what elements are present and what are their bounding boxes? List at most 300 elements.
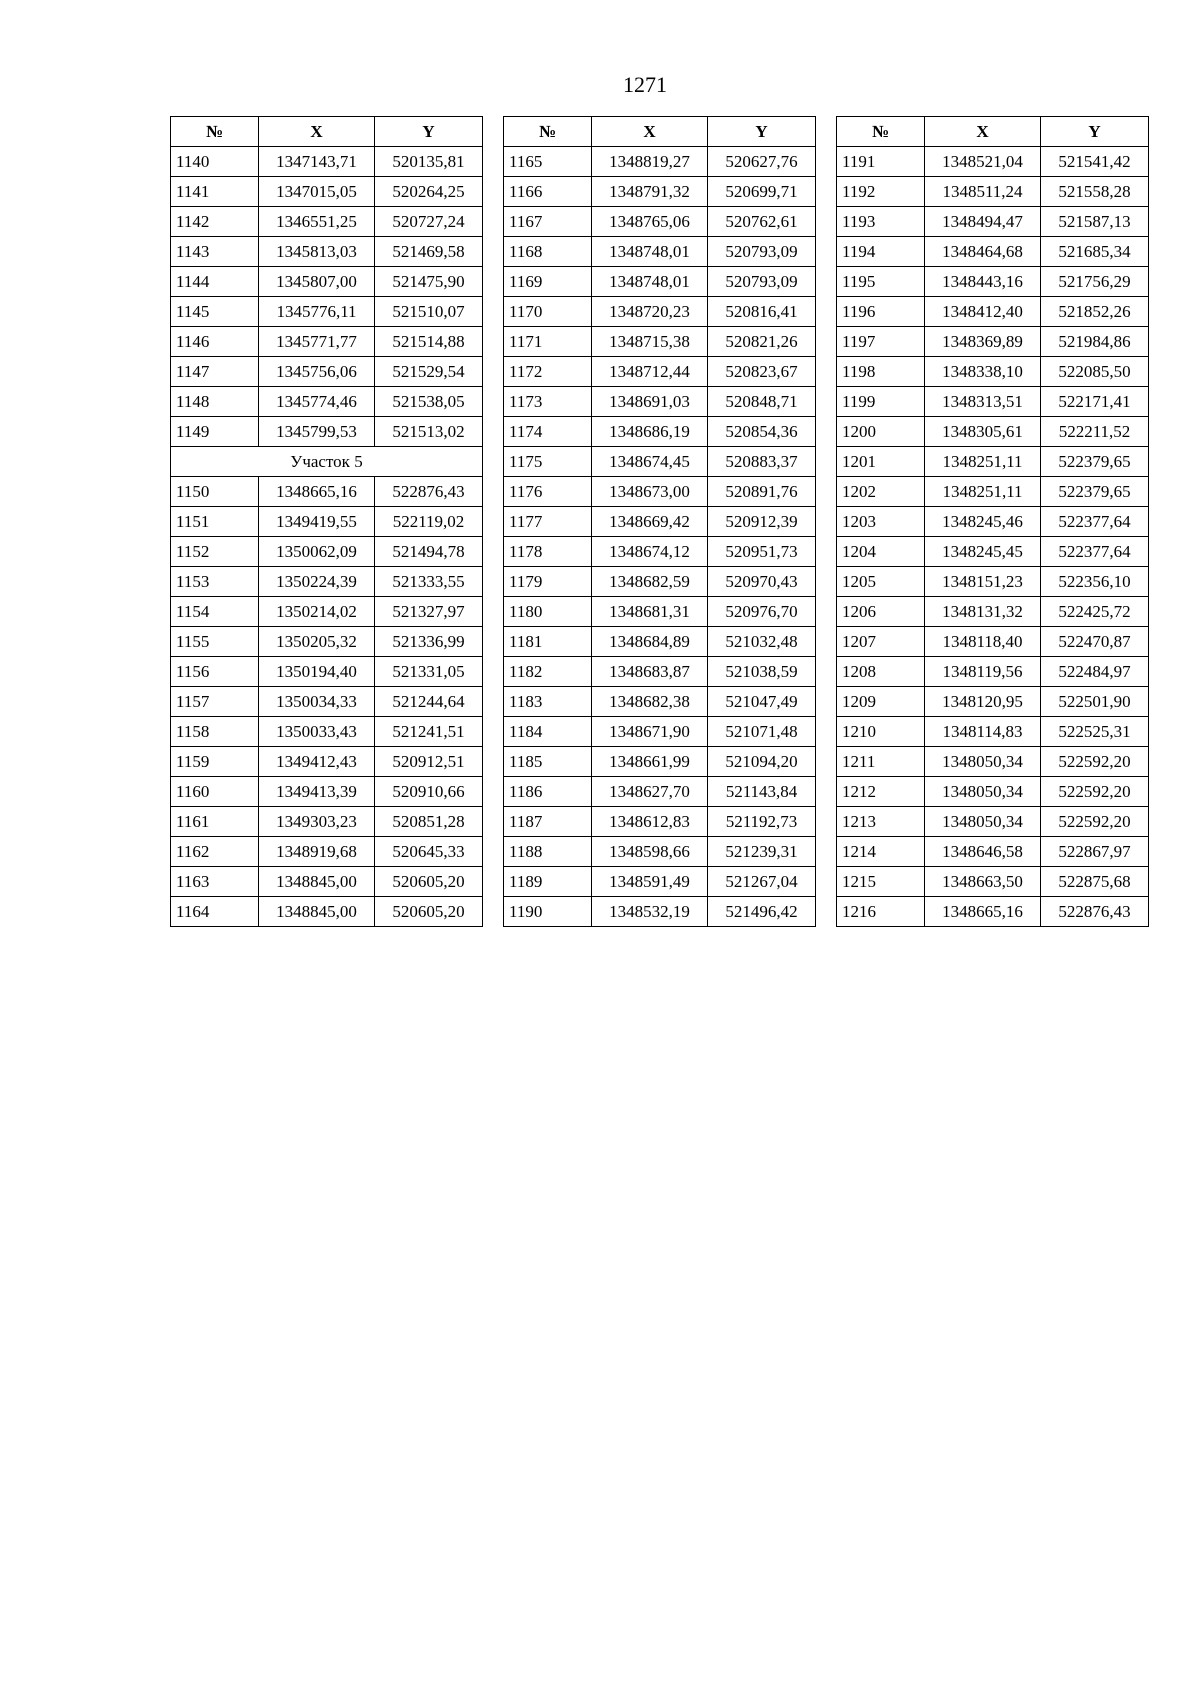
column-header-number: № — [504, 117, 592, 147]
x-coordinate-cell: 1348251,11 — [925, 447, 1041, 477]
x-coordinate-cell: 1348819,27 — [592, 147, 708, 177]
x-coordinate-cell: 1348313,51 — [925, 387, 1041, 417]
point-number-cell: 1170 — [504, 297, 592, 327]
point-number-cell: 1167 — [504, 207, 592, 237]
table-row — [171, 297, 483, 327]
x-coordinate-cell: 1345771,77 — [259, 327, 375, 357]
x-coordinate-cell: 1348845,00 — [259, 897, 375, 927]
point-number-cell: 1163 — [171, 867, 259, 897]
table-row — [171, 267, 483, 297]
point-number-cell: 1145 — [171, 297, 259, 327]
y-coordinate-cell: 520645,33 — [375, 837, 483, 867]
table-row — [837, 507, 1149, 537]
y-coordinate-cell: 521469,58 — [375, 237, 483, 267]
point-number-cell: 1160 — [171, 777, 259, 807]
point-number-cell: 1198 — [837, 357, 925, 387]
table-row — [837, 777, 1149, 807]
x-coordinate-cell: 1348919,68 — [259, 837, 375, 867]
x-coordinate-cell: 1348686,19 — [592, 417, 708, 447]
coordinates-table-2 — [503, 116, 816, 927]
y-coordinate-cell: 520851,28 — [375, 807, 483, 837]
point-number-cell: 1206 — [837, 597, 925, 627]
table-row — [171, 717, 483, 747]
table-row — [504, 837, 816, 867]
table-row — [504, 657, 816, 687]
y-coordinate-cell: 521852,26 — [1041, 297, 1149, 327]
x-coordinate-cell: 1348682,38 — [592, 687, 708, 717]
x-coordinate-cell: 1348674,45 — [592, 447, 708, 477]
point-number-cell: 1193 — [837, 207, 925, 237]
table-row — [171, 837, 483, 867]
x-coordinate-cell: 1350205,32 — [259, 627, 375, 657]
point-number-cell: 1184 — [504, 717, 592, 747]
point-number-cell: 1209 — [837, 687, 925, 717]
x-coordinate-cell: 1348118,40 — [925, 627, 1041, 657]
x-coordinate-cell: 1348748,01 — [592, 237, 708, 267]
table-row — [504, 687, 816, 717]
y-coordinate-cell: 521239,31 — [708, 837, 816, 867]
point-number-cell: 1162 — [171, 837, 259, 867]
x-coordinate-cell: 1350224,39 — [259, 567, 375, 597]
y-coordinate-cell: 522592,20 — [1041, 747, 1149, 777]
y-coordinate-cell: 521496,42 — [708, 897, 816, 927]
table-row — [837, 207, 1149, 237]
table-row — [171, 807, 483, 837]
table-row — [837, 327, 1149, 357]
point-number-cell: 1142 — [171, 207, 259, 237]
table-row — [171, 327, 483, 357]
x-coordinate-cell: 1348791,32 — [592, 177, 708, 207]
point-number-cell: 1151 — [171, 507, 259, 537]
table-row — [837, 567, 1149, 597]
y-coordinate-cell: 521094,20 — [708, 747, 816, 777]
table-row — [837, 477, 1149, 507]
point-number-cell: 1196 — [837, 297, 925, 327]
column-header-y: Y — [375, 117, 483, 147]
section-label: Участок 5 — [171, 447, 483, 477]
table-row — [171, 177, 483, 207]
table-row — [837, 627, 1149, 657]
point-number-cell: 1189 — [504, 867, 592, 897]
point-number-cell: 1165 — [504, 147, 592, 177]
x-coordinate-cell: 1348532,19 — [592, 897, 708, 927]
x-coordinate-cell: 1345776,11 — [259, 297, 375, 327]
x-coordinate-cell: 1348443,16 — [925, 267, 1041, 297]
point-number-cell: 1143 — [171, 237, 259, 267]
x-coordinate-cell: 1348305,61 — [925, 417, 1041, 447]
y-coordinate-cell: 521513,02 — [375, 417, 483, 447]
table-row — [837, 357, 1149, 387]
y-coordinate-cell: 520793,09 — [708, 267, 816, 297]
y-coordinate-cell: 520951,73 — [708, 537, 816, 567]
table-row — [837, 717, 1149, 747]
x-coordinate-cell: 1348682,59 — [592, 567, 708, 597]
point-number-cell: 1212 — [837, 777, 925, 807]
point-number-cell: 1176 — [504, 477, 592, 507]
point-number-cell: 1210 — [837, 717, 925, 747]
x-coordinate-cell: 1348674,12 — [592, 537, 708, 567]
x-coordinate-cell: 1348673,00 — [592, 477, 708, 507]
y-coordinate-cell: 522501,90 — [1041, 687, 1149, 717]
y-coordinate-cell: 521514,88 — [375, 327, 483, 357]
x-coordinate-cell: 1348151,23 — [925, 567, 1041, 597]
point-number-cell: 1178 — [504, 537, 592, 567]
x-coordinate-cell: 1348765,06 — [592, 207, 708, 237]
point-number-cell: 1214 — [837, 837, 925, 867]
table-row — [171, 747, 483, 777]
point-number-cell: 1199 — [837, 387, 925, 417]
y-coordinate-cell: 520762,61 — [708, 207, 816, 237]
point-number-cell: 1213 — [837, 807, 925, 837]
point-number-cell: 1147 — [171, 357, 259, 387]
x-coordinate-cell: 1348245,46 — [925, 507, 1041, 537]
table-row — [504, 567, 816, 597]
point-number-cell: 1191 — [837, 147, 925, 177]
x-coordinate-cell: 1348338,10 — [925, 357, 1041, 387]
y-coordinate-cell: 520912,51 — [375, 747, 483, 777]
x-coordinate-cell: 1348612,83 — [592, 807, 708, 837]
column-header-x: X — [925, 117, 1041, 147]
table-row — [504, 777, 816, 807]
y-coordinate-cell: 521241,51 — [375, 717, 483, 747]
point-number-cell: 1171 — [504, 327, 592, 357]
point-number-cell: 1205 — [837, 567, 925, 597]
y-coordinate-cell: 521244,64 — [375, 687, 483, 717]
y-coordinate-cell: 522085,50 — [1041, 357, 1149, 387]
y-coordinate-cell: 522484,97 — [1041, 657, 1149, 687]
table-header-row — [837, 117, 1149, 147]
x-coordinate-cell: 1349419,55 — [259, 507, 375, 537]
y-coordinate-cell: 520699,71 — [708, 177, 816, 207]
x-coordinate-cell: 1348511,24 — [925, 177, 1041, 207]
x-coordinate-cell: 1345799,53 — [259, 417, 375, 447]
table-row — [837, 657, 1149, 687]
column-header-x: X — [592, 117, 708, 147]
point-number-cell: 1169 — [504, 267, 592, 297]
point-number-cell: 1180 — [504, 597, 592, 627]
table-row — [837, 297, 1149, 327]
table-row — [171, 417, 483, 447]
table-row — [171, 897, 483, 927]
table-row — [171, 567, 483, 597]
table-row — [504, 747, 816, 777]
table-row — [837, 387, 1149, 417]
y-coordinate-cell: 520264,25 — [375, 177, 483, 207]
table-row — [837, 177, 1149, 207]
point-number-cell: 1174 — [504, 417, 592, 447]
table-row — [837, 237, 1149, 267]
y-coordinate-cell: 522525,31 — [1041, 717, 1149, 747]
table-row — [504, 477, 816, 507]
table-row — [504, 177, 816, 207]
point-number-cell: 1215 — [837, 867, 925, 897]
point-number-cell: 1194 — [837, 237, 925, 267]
x-coordinate-cell: 1348627,70 — [592, 777, 708, 807]
x-coordinate-cell: 1348598,66 — [592, 837, 708, 867]
table-row — [171, 657, 483, 687]
x-coordinate-cell: 1348715,38 — [592, 327, 708, 357]
y-coordinate-cell: 522377,64 — [1041, 507, 1149, 537]
y-coordinate-cell: 520910,66 — [375, 777, 483, 807]
y-coordinate-cell: 520891,76 — [708, 477, 816, 507]
coordinates-table-1 — [170, 116, 483, 927]
point-number-cell: 1187 — [504, 807, 592, 837]
table-row — [171, 147, 483, 177]
table-row — [171, 357, 483, 387]
table-row — [837, 897, 1149, 927]
x-coordinate-cell: 1350194,40 — [259, 657, 375, 687]
y-coordinate-cell: 521587,13 — [1041, 207, 1149, 237]
x-coordinate-cell: 1348591,49 — [592, 867, 708, 897]
y-coordinate-cell: 520135,81 — [375, 147, 483, 177]
y-coordinate-cell: 522377,64 — [1041, 537, 1149, 567]
y-coordinate-cell: 521538,05 — [375, 387, 483, 417]
x-coordinate-cell: 1348521,04 — [925, 147, 1041, 177]
table-row — [504, 807, 816, 837]
point-number-cell: 1149 — [171, 417, 259, 447]
point-number-cell: 1172 — [504, 357, 592, 387]
point-number-cell: 1153 — [171, 567, 259, 597]
x-coordinate-cell: 1348464,68 — [925, 237, 1041, 267]
point-number-cell: 1173 — [504, 387, 592, 417]
x-coordinate-cell: 1348671,90 — [592, 717, 708, 747]
y-coordinate-cell: 520854,36 — [708, 417, 816, 447]
x-coordinate-cell: 1348748,01 — [592, 267, 708, 297]
point-number-cell: 1179 — [504, 567, 592, 597]
y-coordinate-cell: 521333,55 — [375, 567, 483, 597]
table-row — [171, 687, 483, 717]
table-row — [837, 267, 1149, 297]
y-coordinate-cell: 521558,28 — [1041, 177, 1149, 207]
y-coordinate-cell: 520848,71 — [708, 387, 816, 417]
table-row — [837, 687, 1149, 717]
x-coordinate-cell: 1348720,23 — [592, 297, 708, 327]
point-number-cell: 1203 — [837, 507, 925, 537]
x-coordinate-cell: 1348245,45 — [925, 537, 1041, 567]
x-coordinate-cell: 1348845,00 — [259, 867, 375, 897]
point-number-cell: 1216 — [837, 897, 925, 927]
table-row — [837, 537, 1149, 567]
point-number-cell: 1200 — [837, 417, 925, 447]
table-header-row — [171, 117, 483, 147]
y-coordinate-cell: 521475,90 — [375, 267, 483, 297]
table-row — [837, 867, 1149, 897]
point-number-cell: 1148 — [171, 387, 259, 417]
table-row — [504, 327, 816, 357]
y-coordinate-cell: 521336,99 — [375, 627, 483, 657]
point-number-cell: 1154 — [171, 597, 259, 627]
x-coordinate-cell: 1345756,06 — [259, 357, 375, 387]
point-number-cell: 1164 — [171, 897, 259, 927]
x-coordinate-cell: 1348646,58 — [925, 837, 1041, 867]
y-coordinate-cell: 521038,59 — [708, 657, 816, 687]
y-coordinate-cell: 520793,09 — [708, 237, 816, 267]
y-coordinate-cell: 522867,97 — [1041, 837, 1149, 867]
x-coordinate-cell: 1349413,39 — [259, 777, 375, 807]
y-coordinate-cell: 522356,10 — [1041, 567, 1149, 597]
table-row — [504, 597, 816, 627]
point-number-cell: 1141 — [171, 177, 259, 207]
x-coordinate-cell: 1348050,34 — [925, 777, 1041, 807]
point-number-cell: 1158 — [171, 717, 259, 747]
point-number-cell: 1201 — [837, 447, 925, 477]
table-row — [504, 447, 816, 477]
x-coordinate-cell: 1348412,40 — [925, 297, 1041, 327]
table-row — [837, 597, 1149, 627]
x-coordinate-cell: 1348665,16 — [259, 477, 375, 507]
table-row — [171, 627, 483, 657]
y-coordinate-cell: 521192,73 — [708, 807, 816, 837]
point-number-cell: 1190 — [504, 897, 592, 927]
x-coordinate-cell: 1348131,32 — [925, 597, 1041, 627]
x-coordinate-cell: 1348119,56 — [925, 657, 1041, 687]
y-coordinate-cell: 520912,39 — [708, 507, 816, 537]
table-row — [504, 507, 816, 537]
point-number-cell: 1182 — [504, 657, 592, 687]
table-row — [837, 837, 1149, 867]
table-row — [171, 867, 483, 897]
point-number-cell: 1211 — [837, 747, 925, 777]
y-coordinate-cell: 520970,43 — [708, 567, 816, 597]
y-coordinate-cell: 520883,37 — [708, 447, 816, 477]
x-coordinate-cell: 1348661,99 — [592, 747, 708, 777]
table-row — [171, 507, 483, 537]
x-coordinate-cell: 1348663,50 — [925, 867, 1041, 897]
x-coordinate-cell: 1348665,16 — [925, 897, 1041, 927]
y-coordinate-cell: 520627,76 — [708, 147, 816, 177]
x-coordinate-cell: 1348683,87 — [592, 657, 708, 687]
y-coordinate-cell: 521032,48 — [708, 627, 816, 657]
table-row — [504, 207, 816, 237]
table-row — [171, 387, 483, 417]
x-coordinate-cell: 1348681,31 — [592, 597, 708, 627]
y-coordinate-cell: 522425,72 — [1041, 597, 1149, 627]
point-number-cell: 1183 — [504, 687, 592, 717]
x-coordinate-cell: 1349412,43 — [259, 747, 375, 777]
column-header-x: X — [259, 117, 375, 147]
point-number-cell: 1155 — [171, 627, 259, 657]
table-row — [504, 867, 816, 897]
page-number: 1271 — [623, 72, 667, 97]
table-row — [171, 477, 483, 507]
table-row — [171, 597, 483, 627]
x-coordinate-cell: 1348120,95 — [925, 687, 1041, 717]
table-row — [504, 417, 816, 447]
y-coordinate-cell: 521984,86 — [1041, 327, 1149, 357]
x-coordinate-cell: 1348114,83 — [925, 717, 1041, 747]
point-number-cell: 1146 — [171, 327, 259, 357]
point-number-cell: 1185 — [504, 747, 592, 777]
point-number-cell: 1161 — [171, 807, 259, 837]
table-row — [171, 537, 483, 567]
point-number-cell: 1159 — [171, 747, 259, 777]
y-coordinate-cell: 522379,65 — [1041, 447, 1149, 477]
x-coordinate-cell: 1350214,02 — [259, 597, 375, 627]
column-header-y: Y — [1041, 117, 1149, 147]
table-row — [837, 447, 1149, 477]
section-row — [171, 447, 483, 477]
y-coordinate-cell: 521071,48 — [708, 717, 816, 747]
y-coordinate-cell: 520816,41 — [708, 297, 816, 327]
point-number-cell: 1208 — [837, 657, 925, 687]
point-number-cell: 1140 — [171, 147, 259, 177]
point-number-cell: 1197 — [837, 327, 925, 357]
table-row — [171, 237, 483, 267]
table-row — [504, 357, 816, 387]
y-coordinate-cell: 522592,20 — [1041, 807, 1149, 837]
x-coordinate-cell: 1350034,33 — [259, 687, 375, 717]
x-coordinate-cell: 1347015,05 — [259, 177, 375, 207]
y-coordinate-cell: 522119,02 — [375, 507, 483, 537]
table-row — [837, 147, 1149, 177]
x-coordinate-cell: 1345807,00 — [259, 267, 375, 297]
y-coordinate-cell: 520823,67 — [708, 357, 816, 387]
x-coordinate-cell: 1346551,25 — [259, 207, 375, 237]
x-coordinate-cell: 1345774,46 — [259, 387, 375, 417]
x-coordinate-cell: 1348669,42 — [592, 507, 708, 537]
y-coordinate-cell: 521267,04 — [708, 867, 816, 897]
table-row — [504, 297, 816, 327]
x-coordinate-cell: 1347143,71 — [259, 147, 375, 177]
point-number-cell: 1181 — [504, 627, 592, 657]
point-number-cell: 1202 — [837, 477, 925, 507]
table-row — [837, 807, 1149, 837]
point-number-cell: 1168 — [504, 237, 592, 267]
x-coordinate-cell: 1348684,89 — [592, 627, 708, 657]
point-number-cell: 1207 — [837, 627, 925, 657]
y-coordinate-cell: 521327,97 — [375, 597, 483, 627]
point-number-cell: 1195 — [837, 267, 925, 297]
column-header-number: № — [171, 117, 259, 147]
table-row — [837, 417, 1149, 447]
point-number-cell: 1177 — [504, 507, 592, 537]
point-number-cell: 1188 — [504, 837, 592, 867]
y-coordinate-cell: 521494,78 — [375, 537, 483, 567]
point-number-cell: 1175 — [504, 447, 592, 477]
point-number-cell: 1204 — [837, 537, 925, 567]
y-coordinate-cell: 520976,70 — [708, 597, 816, 627]
x-coordinate-cell: 1348251,11 — [925, 477, 1041, 507]
table-row — [171, 777, 483, 807]
point-number-cell: 1156 — [171, 657, 259, 687]
y-coordinate-cell: 521756,29 — [1041, 267, 1149, 297]
x-coordinate-cell: 1348050,34 — [925, 747, 1041, 777]
y-coordinate-cell: 521685,34 — [1041, 237, 1149, 267]
x-coordinate-cell: 1348369,89 — [925, 327, 1041, 357]
y-coordinate-cell: 521047,49 — [708, 687, 816, 717]
x-coordinate-cell: 1349303,23 — [259, 807, 375, 837]
y-coordinate-cell: 521510,07 — [375, 297, 483, 327]
x-coordinate-cell: 1348691,03 — [592, 387, 708, 417]
y-coordinate-cell: 521331,05 — [375, 657, 483, 687]
y-coordinate-cell: 520605,20 — [375, 897, 483, 927]
table-row — [504, 627, 816, 657]
point-number-cell: 1150 — [171, 477, 259, 507]
y-coordinate-cell: 520727,24 — [375, 207, 483, 237]
y-coordinate-cell: 522875,68 — [1041, 867, 1149, 897]
table-row — [504, 237, 816, 267]
y-coordinate-cell: 521143,84 — [708, 777, 816, 807]
table-header-row — [504, 117, 816, 147]
column-header-y: Y — [708, 117, 816, 147]
x-coordinate-cell: 1350033,43 — [259, 717, 375, 747]
y-coordinate-cell: 522876,43 — [1041, 897, 1149, 927]
table-row — [504, 537, 816, 567]
y-coordinate-cell: 520605,20 — [375, 867, 483, 897]
x-coordinate-cell: 1350062,09 — [259, 537, 375, 567]
y-coordinate-cell: 520821,26 — [708, 327, 816, 357]
table-row — [504, 267, 816, 297]
